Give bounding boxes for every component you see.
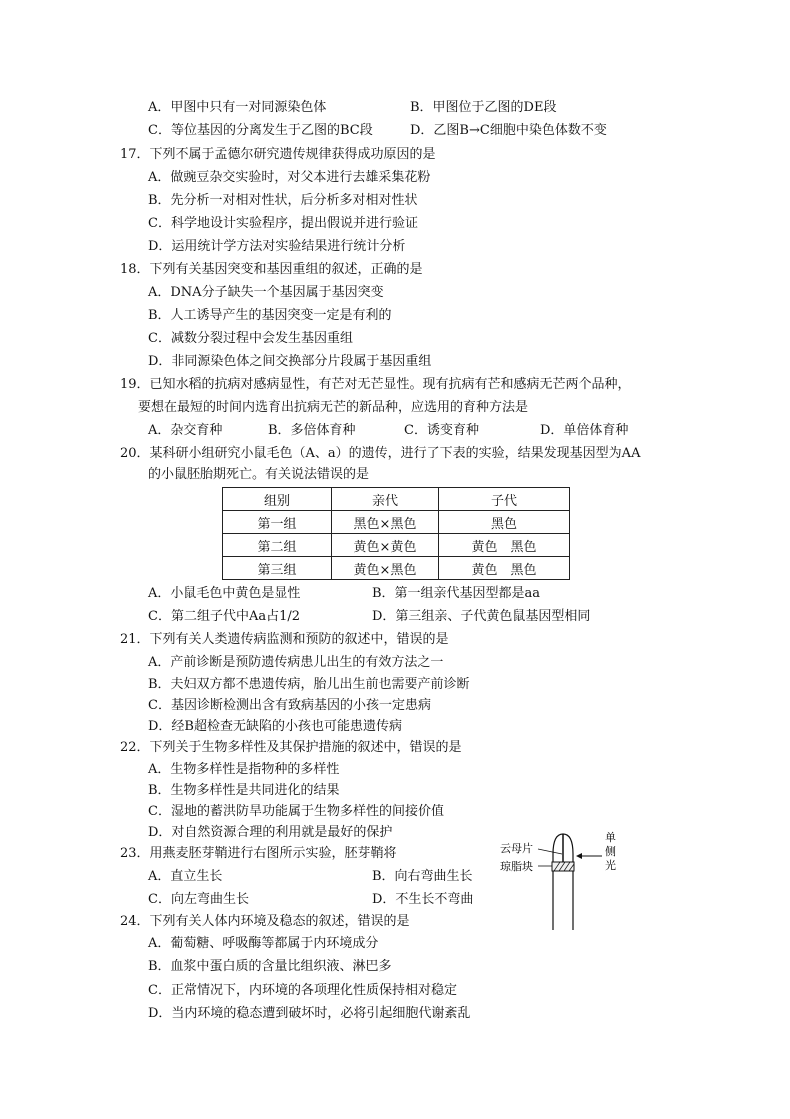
table-cell: 第一组 bbox=[223, 511, 332, 534]
q23-option-d: D．不生长不弯曲 bbox=[372, 892, 474, 907]
coleoptile-diagram-svg bbox=[496, 830, 626, 930]
q17-stem: 17．下列不属于孟德尔研究遗传规律获得成功原因的是 bbox=[120, 147, 436, 162]
q18-option-a: A．DNA分子缺失一个基因属于基因突变 bbox=[148, 285, 384, 300]
q24-option-b: B．血浆中蛋白质的含量比组织液、淋巴多 bbox=[148, 959, 392, 974]
q17-option-b: B．先分析一对相对性状，后分析多对相对性状 bbox=[148, 193, 418, 208]
q18-option-b: B．人工诱导产生的基因突变一定是有利的 bbox=[148, 308, 392, 323]
table-cell: 黄色 黑色 bbox=[439, 557, 570, 580]
q20-option-c: C．第二组子代中Aa占1/2 bbox=[148, 609, 301, 624]
q20-stem-line1: 20．某科研小组研究小鼠毛色（A、a）的遗传，进行了下表的实验，结果发现基因型为AA bbox=[120, 446, 641, 461]
light-label-1: 单 bbox=[605, 831, 616, 844]
mica-leader bbox=[538, 849, 562, 854]
table-header-row bbox=[223, 488, 570, 511]
q24-option-d: D．当内环境的稳态遭到破坏时，必将引起细胞代谢紊乱 bbox=[148, 1006, 471, 1021]
mica-label: 云母片 bbox=[500, 842, 533, 855]
light-label-2: 侧 bbox=[605, 845, 616, 858]
table-cell: 黑色×黑色 bbox=[332, 511, 439, 534]
q19-stem-line2: 要想在最短的时间内选育出抗病无芒的新品种，应选用的育种方法是 bbox=[138, 400, 529, 415]
table-cell: 黄色×黑色 bbox=[332, 557, 439, 580]
table-header: 亲代 bbox=[332, 488, 439, 511]
q16-option-b: B．甲图位于乙图的DE段 bbox=[410, 100, 557, 115]
table-cell: 第二组 bbox=[223, 534, 332, 557]
q23-stem: 23．用燕麦胚芽鞘进行右图所示实验，胚芽鞘将 bbox=[120, 846, 397, 861]
q23-option-a: A．直立生长 bbox=[148, 869, 223, 884]
q21-stem: 21．下列有关人类遗传病监测和预防的叙述中，错误的是 bbox=[120, 632, 449, 647]
q21-option-d: D．经B超检查无缺陷的小孩也可能患遗传病 bbox=[148, 719, 402, 734]
q24-stem: 24．下列有关人体内环境及稳态的叙述，错误的是 bbox=[120, 914, 410, 929]
q17-option-d: D．运用统计学方法对实验结果进行统计分析 bbox=[148, 239, 406, 254]
q16-option-d: D．乙图B→C细胞中染色体数不变 bbox=[410, 123, 607, 138]
q21-option-b: B．夫妇双方都不患遗传病，胎儿出生前也需要产前诊断 bbox=[148, 677, 470, 692]
genetics-table bbox=[222, 487, 570, 580]
q21-option-c: C．基因诊断检测出含有致病基因的小孩一定患病 bbox=[148, 698, 431, 713]
table-cell: 黄色×黄色 bbox=[332, 534, 439, 557]
q19-option-c: C．诱变育种 bbox=[404, 423, 479, 438]
table-row bbox=[223, 557, 570, 580]
q18-option-c: C．减数分裂过程中会发生基因重组 bbox=[148, 331, 353, 346]
q23-option-b: B．向右弯曲生长 bbox=[372, 869, 473, 884]
q17-option-c: C．科学地设计实验程序，提出假说并进行验证 bbox=[148, 216, 418, 231]
q22-option-a: A．生物多样性是指物种的多样性 bbox=[148, 762, 340, 777]
q20-option-a: A．小鼠毛色中黄色是显性 bbox=[148, 586, 301, 601]
q21-option-a: A．产前诊断是预防遗传病患儿出生的有效方法之一 bbox=[148, 655, 444, 670]
table-header: 子代 bbox=[439, 488, 570, 511]
table-cell: 黑色 bbox=[439, 511, 570, 534]
q16-option-a: A．甲图中只有一对同源染色体 bbox=[148, 100, 327, 115]
light-label-3: 光 bbox=[605, 859, 616, 872]
table-row bbox=[223, 511, 570, 534]
q16-option-c: C．等位基因的分离发生于乙图的BC段 bbox=[148, 123, 373, 138]
q19-stem-line1: 19．已知水稻的抗病对感病显性，有芒对无芒显性。现有抗病有芒和感病无芒两个品种， bbox=[120, 377, 631, 392]
q20-option-d: D．第三组亲、子代黄色鼠基因型相同 bbox=[372, 609, 591, 624]
agar-label: 琼脂块 bbox=[500, 860, 533, 873]
q17-option-a: A．做豌豆杂交实验时，对父本进行去雄采集花粉 bbox=[148, 170, 431, 185]
q24-option-c: C．正常情况下，内环境的各项理化性质保持相对稳定 bbox=[148, 983, 457, 998]
q19-option-b: B．多倍体育种 bbox=[268, 423, 356, 438]
table-cell: 第三组 bbox=[223, 557, 332, 580]
table-header: 组别 bbox=[223, 488, 332, 511]
q22-option-d: D．对自然资源合理的利用就是最好的保护 bbox=[148, 825, 393, 840]
coleoptile-diagram bbox=[496, 830, 626, 930]
q23-option-c: C．向左弯曲生长 bbox=[148, 892, 249, 907]
q24-option-a: A．葡萄糖、呼吸酶等都属于内环境成分 bbox=[148, 936, 379, 951]
table-cell: 黄色 黑色 bbox=[439, 534, 570, 557]
q22-option-b: B．生物多样性是共同进化的结果 bbox=[148, 783, 340, 798]
q22-option-c: C．湿地的蓄洪防旱功能属于生物多样性的间接价值 bbox=[148, 804, 444, 819]
q22-stem: 22．下列关于生物多样性及其保护措施的叙述中，错误的是 bbox=[120, 740, 462, 755]
q19-option-d: D．单倍体育种 bbox=[540, 423, 629, 438]
q20-stem-line2: 的小鼠胚胎期死亡。有关说法错误的是 bbox=[148, 467, 370, 482]
table-row bbox=[223, 534, 570, 557]
q18-stem: 18．下列有关基因突变和基因重组的叙述，正确的是 bbox=[120, 262, 423, 277]
q20-option-b: B．第一组亲代基因型都是aa bbox=[372, 586, 541, 601]
q19-option-a: A．杂交育种 bbox=[148, 423, 223, 438]
q18-option-d: D．非同源染色体之间交换部分片段属于基因重组 bbox=[148, 354, 432, 369]
